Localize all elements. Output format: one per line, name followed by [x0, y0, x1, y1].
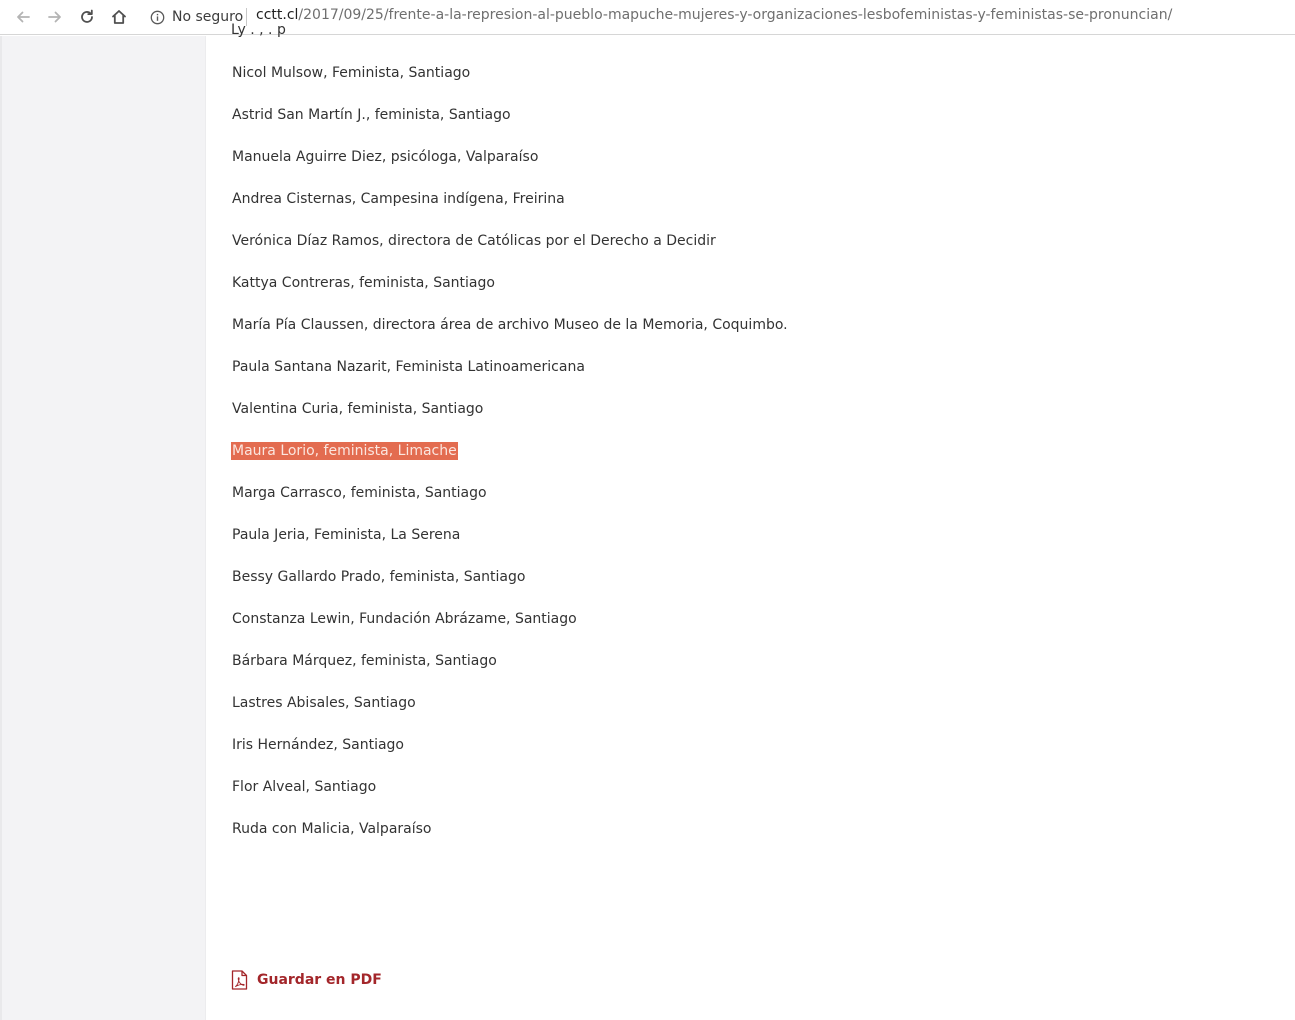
signatory-text: Paula Jeria, Feminista, La Serena — [232, 527, 461, 543]
signatory-text: Astrid San Martín J., feminista, Santiago — [232, 107, 511, 123]
signatory-item — [231, 274, 789, 316]
signatory-text: Bárbara Márquez, feminista, Santiago — [232, 653, 497, 669]
page-side-gutter — [0, 36, 206, 1020]
signatory-text: Constanza Lewin, Fundación Abrázame, Santiago — [232, 611, 577, 627]
home-icon — [110, 8, 128, 26]
signatory-text: María Pía Claussen, directora área de archivo Museo de la Memoria, Coquimbo. — [232, 317, 788, 333]
save-as-pdf-link[interactable] — [231, 970, 382, 990]
signatory-text: Maura Lorio, feminista, Limache — [232, 443, 457, 459]
url-path: /2017/09/25/frente-a-la-represion-al-pueblo-mapuche-mujeres-y-organizaciones-lesbofeministas-y-feministas-se-pronuncian/ — [298, 7, 1173, 23]
signatory-item — [231, 694, 789, 736]
browser-toolbar — [0, 0, 1295, 35]
reload-icon — [78, 8, 96, 26]
security-status: No seguro — [172, 9, 244, 25]
article-content — [207, 22, 1295, 1020]
signatory-item — [231, 778, 789, 820]
signatory-item — [231, 736, 789, 778]
signatory-text: Paula Santana Nazarit, Feminista Latinoamericana — [232, 359, 585, 375]
signatory-item — [231, 652, 789, 694]
signatories-list — [231, 64, 789, 862]
home-button[interactable] — [106, 4, 132, 30]
forward-arrow-icon — [46, 8, 64, 26]
signatory-item — [231, 64, 789, 106]
info-icon — [150, 10, 165, 25]
signatory-item — [231, 568, 789, 610]
signatory-text: Flor Alveal, Santiago — [232, 779, 377, 795]
signatory-text: Andrea Cisternas, Campesina indígena, Freirina — [232, 191, 565, 207]
signatory-item — [231, 442, 789, 484]
signatory-item — [231, 316, 789, 358]
signatory-item — [231, 232, 789, 274]
signatory-text: Iris Hernández, Santiago — [232, 737, 404, 753]
signatory-item — [231, 106, 789, 148]
signatory-text: Bessy Gallardo Prado, feminista, Santiago — [232, 569, 526, 585]
pdf-file-icon — [231, 970, 248, 990]
signatory-text: Ruda con Malicia, Valparaíso — [232, 821, 432, 837]
signatory-text: Verónica Díaz Ramos, directora de Católicas por el Derecho a Decidir — [232, 233, 716, 249]
signatory-item — [231, 526, 789, 568]
url-host: cctt.cl — [256, 7, 299, 23]
signatory-item — [231, 190, 789, 232]
signatory-item — [231, 820, 789, 862]
back-button[interactable] — [10, 4, 36, 30]
signatory-item — [231, 610, 789, 652]
pdf-link-label: Guardar en PDF — [257, 972, 382, 988]
signatory-item — [231, 358, 789, 400]
signatory-text: Marga Carrasco, feminista, Santiago — [232, 485, 487, 501]
signatory-text: Valentina Curia, feminista, Santiago — [232, 401, 484, 417]
signatory-item — [231, 400, 789, 442]
page-left-edge — [0, 36, 2, 1020]
signatory-text: Lastres Abisales, Santiago — [232, 695, 416, 711]
back-arrow-icon — [14, 8, 32, 26]
signatory-text: Manuela Aguirre Diez, psicóloga, Valparaíso — [232, 149, 539, 165]
signatory-item — [231, 148, 789, 190]
site-info-button[interactable] — [150, 8, 243, 26]
signatory-text: Nicol Mulsow, Feminista, Santiago — [232, 65, 471, 81]
partially-visible-line: Ly . , . p — [231, 22, 286, 38]
forward-button[interactable] — [42, 4, 68, 30]
signatory-item — [231, 484, 789, 526]
reload-button[interactable] — [74, 4, 100, 30]
signatory-text: Kattya Contreras, feminista, Santiago — [232, 275, 495, 291]
address-bar[interactable] — [256, 7, 1172, 23]
